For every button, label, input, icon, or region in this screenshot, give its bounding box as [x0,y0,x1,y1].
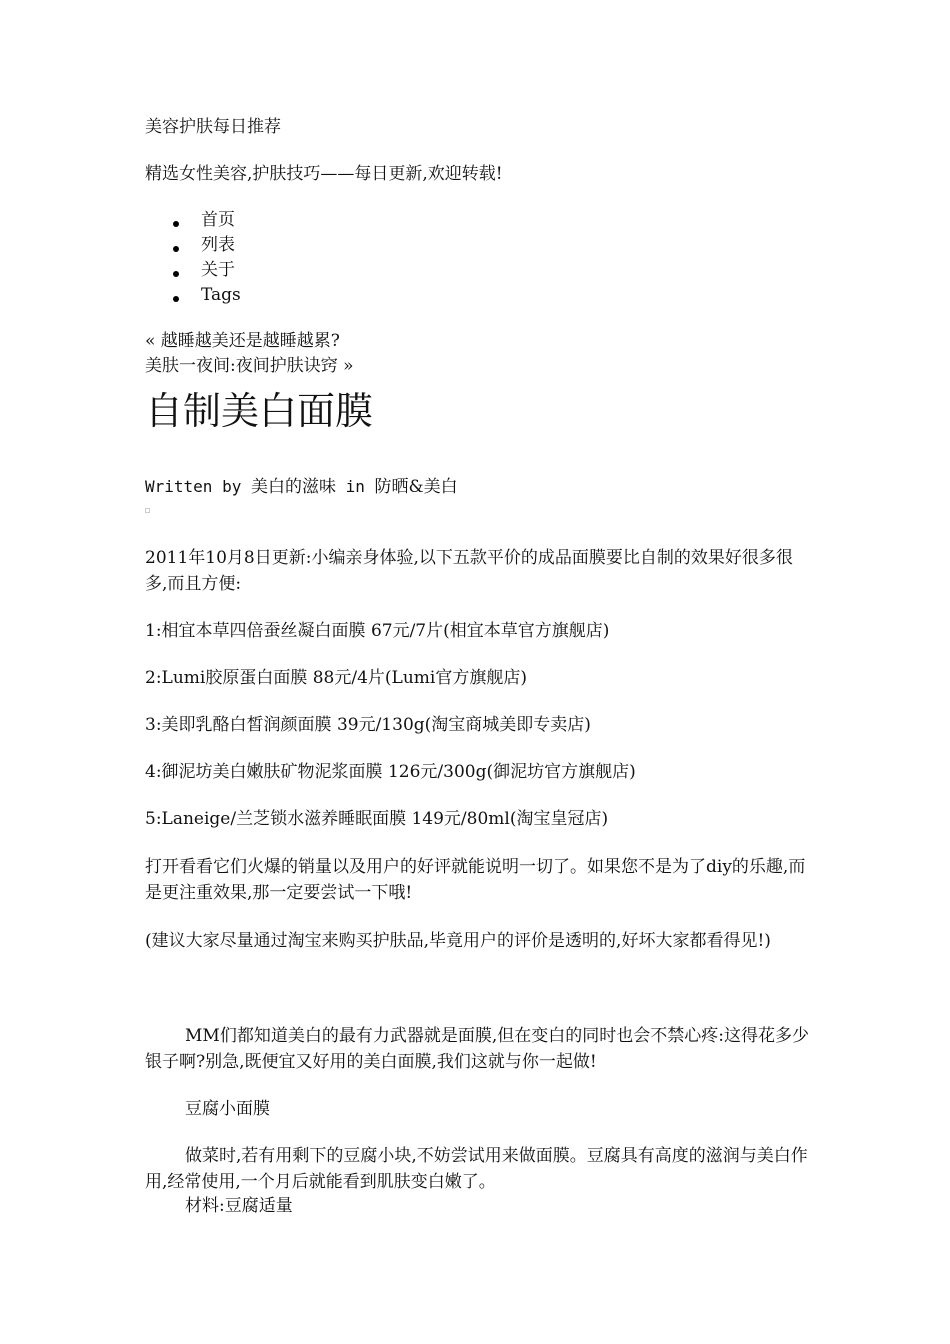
update-note: 2011年10月8日更新:小编亲身体验,以下五款平价的成品面膜要比自制的效果好很多很多,而且方便: [145,548,793,594]
intro-paragraph: MM们都知道美白的最有力武器就是面膜,但在变白的同时也会不禁心疼:这得花多少银子啊?别急,既便宜又好用的美白面膜,我们这就与你一起做! [145,1026,809,1072]
broken-image-icon [145,508,150,513]
materials-line: 材料:豆腐适量 [185,1196,293,1216]
nav-item-label[interactable]: 关于 [201,260,235,280]
main-nav [145,208,241,308]
post-byline [145,474,458,500]
byline-written-by: Written by [145,477,251,496]
section-title: 豆腐小面膜 [185,1099,270,1119]
bullet-icon [173,271,179,277]
advice-paragraph: (建议大家尽量通过淘宝来购买护肤品,毕竟用户的评价是透明的,好坏大家都看得见!) [145,931,771,951]
category-link[interactable]: 防晒&美白 [374,477,458,497]
product-item-5: 5:Laneige/兰芝锁水滋养睡眠面膜 149元/80ml(淘宝皇冠店) [145,809,609,829]
bullet-icon [173,296,179,302]
author-link[interactable]: 美白的滋味 [250,477,336,497]
site-description: 精选女性美容,护肤技巧——每日更新,欢迎转载! [145,164,503,184]
bullet-icon [173,221,179,227]
next-post-link[interactable]: 美肤一夜间:夜间护肤诀窍 » [145,356,354,376]
section-body: 做菜时,若有用剩下的豆腐小块,不妨尝试用来做面膜。豆腐具有高度的滋润与美白作用,经常使用,一个月后就能看到肌肤变白嫩了。 [145,1146,808,1192]
post-navigation [145,329,354,379]
product-item-4: 4:御泥坊美白嫩肤矿物泥浆面膜 126元/300g(御泥坊官方旗舰店) [145,762,636,782]
nav-item-list[interactable] [145,233,241,258]
nav-item-home[interactable] [145,208,241,233]
prev-post-link[interactable]: « 越睡越美还是越睡越累? [145,331,340,351]
nav-item-label[interactable]: 列表 [201,235,235,255]
product-item-2: 2:Lumi胶原蛋白面膜 88元/4片(Lumi官方旗舰店) [145,668,527,688]
product-item-3: 3:美即乳酪白皙润颜面膜 39元/130g(淘宝商城美即专卖店) [145,715,591,735]
site-title[interactable]: 美容护肤每日推荐 [145,117,281,137]
byline-in: in [335,477,375,496]
recommend-paragraph: 打开看看它们火爆的销量以及用户的好评就能说明一切了。如果您不是为了diy的乐趣,而是更注重效果,那一定要尝试一下哦! [145,857,806,903]
product-item-1: 1:相宜本草四倍蚕丝凝白面膜 67元/7片(相宜本草官方旗舰店) [145,621,610,641]
nav-item-about[interactable] [145,258,241,283]
nav-item-label[interactable]: Tags [201,285,241,305]
nav-item-label[interactable]: 首页 [201,210,235,230]
nav-item-tags[interactable] [145,283,241,308]
post-title: 自制美白面膜 [145,389,374,433]
bullet-icon [173,246,179,252]
